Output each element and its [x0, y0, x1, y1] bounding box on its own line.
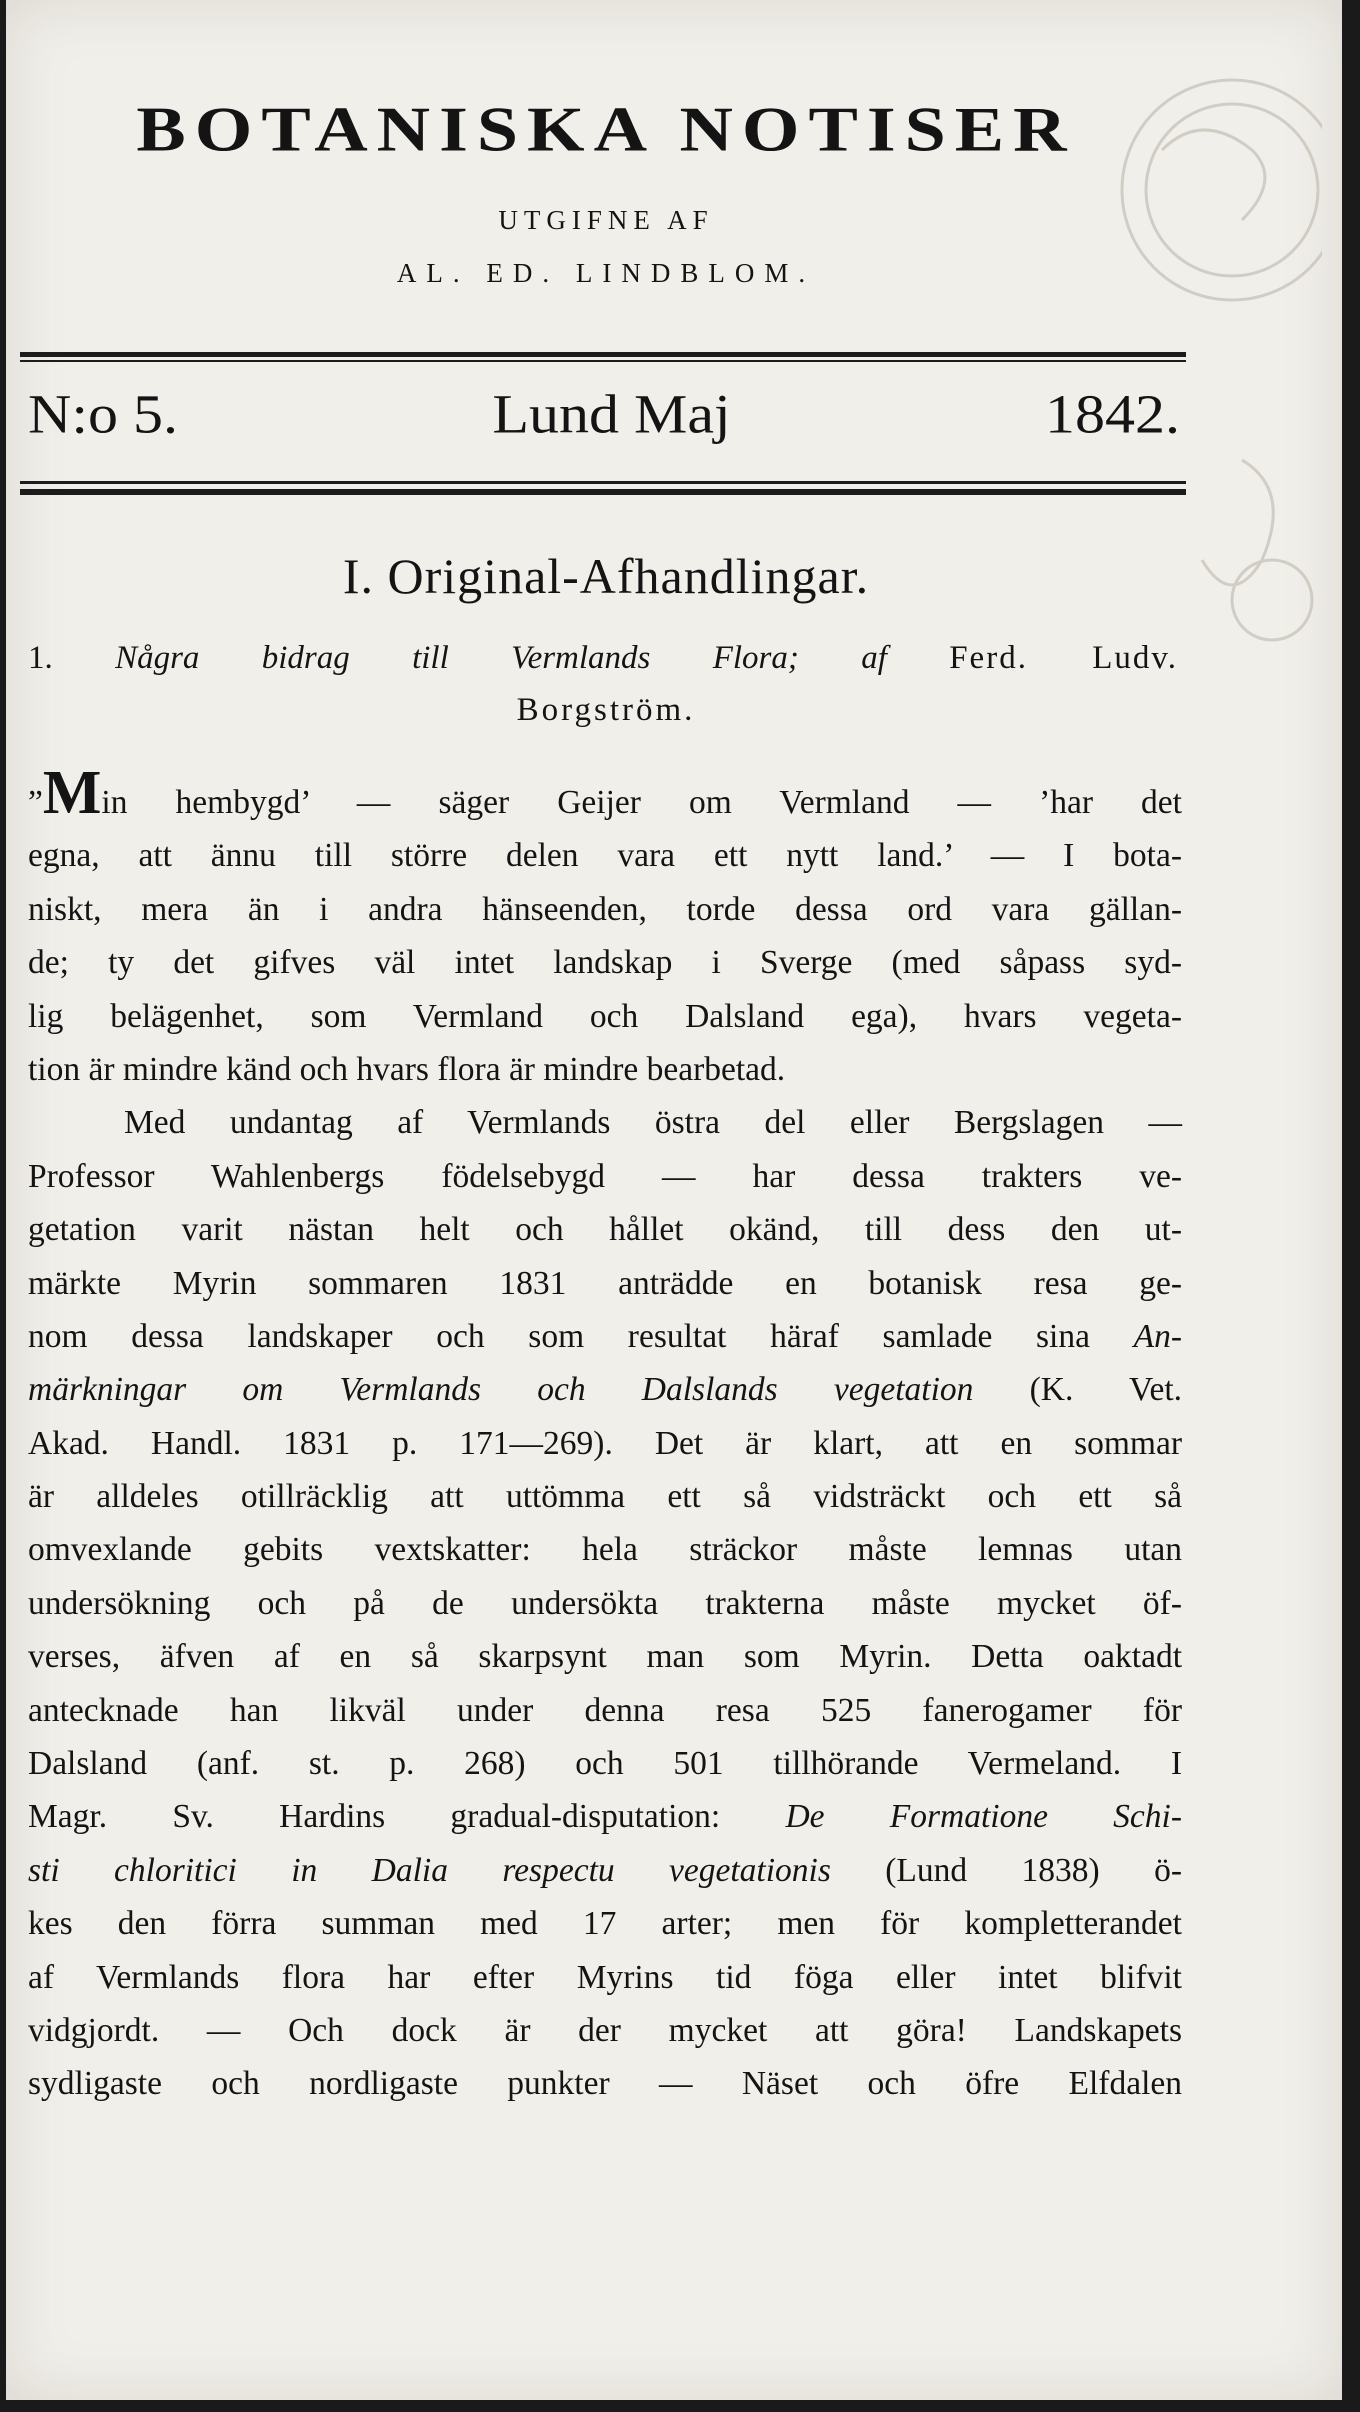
body-line: getation varit nästan helt och hållet okänd, till dess den ut- — [28, 1211, 1182, 1249]
body-line: antecknade han likväl under denna resa 525 fanerogamer för — [28, 1691, 1182, 1729]
issue-year: 1842. — [1045, 383, 1180, 445]
issue-number: N:o 5. — [28, 383, 178, 445]
body-line-text: Magr. Sv. Hardins gradual-disputation: — [28, 1798, 721, 1836]
body-line-text: in hembygd’ — säger Geijer om Vermland — ’har det — [101, 784, 1182, 821]
body-line: sydligaste och nordligaste punkter — Näset och öfre Elfdalen — [28, 2065, 1182, 2103]
body-line-text: (Lund 1838) ö- — [885, 1851, 1182, 1889]
body-line: omvexlande gebits vextskatter: hela sträckor måste lemnas utan — [28, 1531, 1182, 1569]
article-af: af — [861, 640, 887, 676]
body-line: niskt, mera än i andra hänseenden, torde dessa ord vara gällan- — [28, 890, 1182, 928]
body-line — [28, 1310, 1182, 1363]
body-line — [28, 1363, 1182, 1416]
body-line-italic: sti chloritici in Dalia respectu vegetationis — [28, 1851, 831, 1889]
body-line-italic: An- — [1133, 1317, 1183, 1355]
body-line — [28, 759, 1182, 829]
body-line-text: (K. Vet. — [1029, 1371, 1183, 1409]
top-rule-thin — [20, 360, 1186, 362]
issue-rule-thin — [20, 481, 1186, 484]
body-line: Professor Wahlenbergs födelsebygd — har dessa trakters ve- — [28, 1157, 1182, 1195]
body-line: vidgjordt. — Och dock är der mycket att göra! Landskapets — [28, 2011, 1182, 2049]
top-rule-thick — [20, 352, 1186, 357]
body-line: märkte Myrin sommaren 1831 anträdde en botanisk resa ge- — [28, 1264, 1182, 1302]
body-line: Akad. Handl. 1831 p. 171—269). Det är klart, att en sommar — [28, 1424, 1182, 1462]
article-author-first: Ferd. Ludv. — [949, 640, 1179, 676]
article-number: 1. — [28, 640, 53, 676]
body-line: af Vermlands flora har efter Myrins tid föga eller intet blifvit — [28, 1958, 1182, 1996]
body-line: kes den förra summan med 17 arter; men för kompletterandet — [28, 1905, 1182, 1943]
journal-title: BOTANISKA NOTISER — [136, 94, 1076, 166]
section-heading: I. Original-Afhandlingar. — [342, 548, 870, 604]
masthead-editor: AL. ED. LINDBLOM. — [396, 258, 816, 288]
body-line: är alldeles otillräcklig att uttömma ett så vidsträckt och ett så — [28, 1478, 1182, 1516]
issue-rule-thick — [20, 489, 1186, 495]
body-line: egna, att ännu till större delen vara ett nytt land.’ — I bota- — [28, 837, 1182, 875]
article-title-text: Några bidrag till Vermlands Flora; — [115, 640, 799, 676]
body-line-italic: märkningar om Vermlands och Dalslands vegetation — [28, 1371, 974, 1409]
body-line: verses, äfven af en så skarpsynt man som Myrin. Detta oaktadt — [28, 1638, 1182, 1676]
body-line: undersökning och på de undersökta trakterna måste mycket öf- — [28, 1584, 1182, 1622]
article-title — [28, 640, 1178, 677]
body-line: Dalsland (anf. st. p. 268) och 501 tillhörande Vermeland. I — [28, 1745, 1182, 1783]
body-line — [28, 1790, 1182, 1843]
masthead-subtitle: UTGIFNE AF — [498, 205, 714, 235]
body-line: lig belägenhet, som Vermland och Dalsland ega), hvars vegeta- — [28, 997, 1182, 1035]
issue-line — [28, 383, 1180, 446]
document-page — [6, 0, 1342, 2400]
body-line: de; ty det gifves väl intet landskap i Sverge (med såpass syd- — [28, 944, 1182, 982]
issue-place-date: Lund Maj — [492, 383, 731, 445]
article-body — [28, 759, 1183, 2111]
body-line: Med undantag af Vermlands östra del eller Bergslagen — — [124, 1104, 1182, 1142]
body-line-text: nom dessa landskaper och som resultat häraf samlade sina — [28, 1317, 1090, 1355]
body-line — [28, 1844, 1182, 1897]
body-line-italic: De Formatione Schi- — [785, 1798, 1183, 1836]
open-quote: ” — [28, 784, 43, 821]
drop-cap: M — [42, 759, 102, 827]
article-author-last: Borgström. — [516, 692, 696, 728]
body-line: tion är mindre känd och hvars flora är mindre bearbetad. — [28, 1050, 786, 1088]
